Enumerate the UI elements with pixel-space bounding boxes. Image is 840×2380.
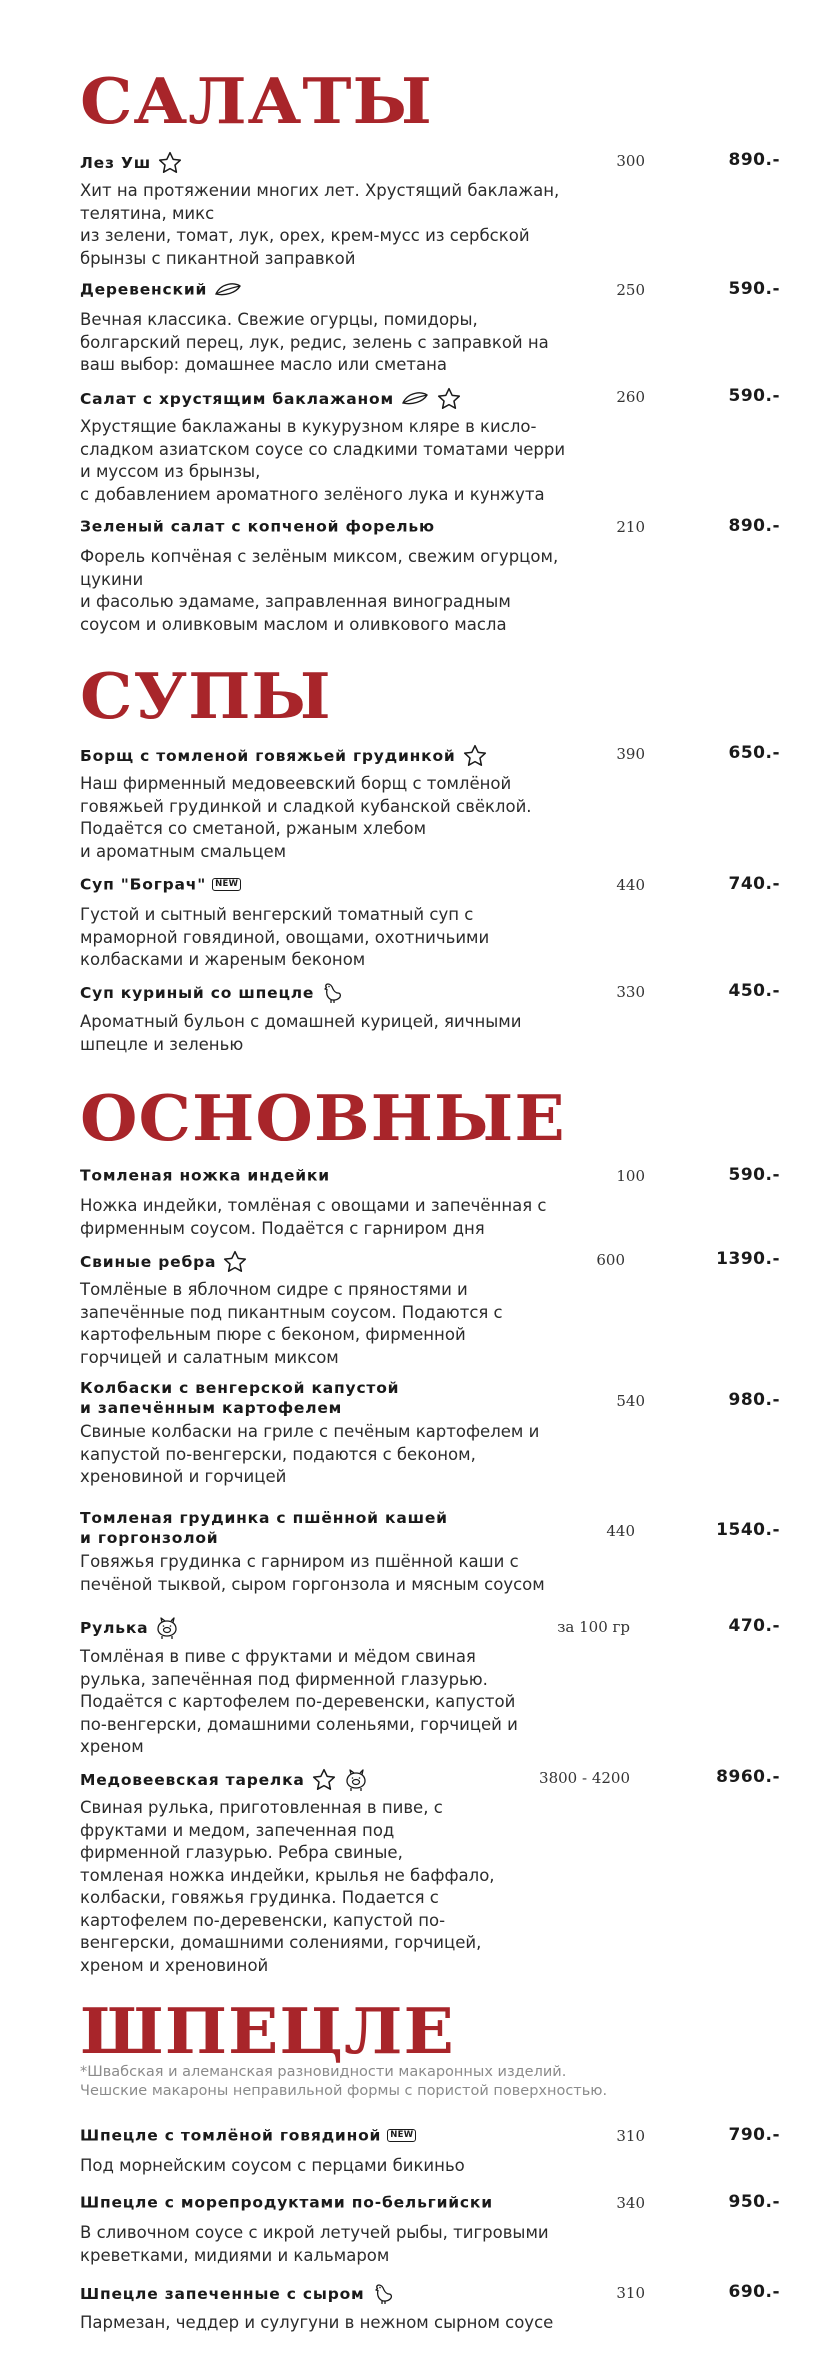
leaf-icon	[213, 280, 243, 300]
dish-price: 1390.-	[716, 1249, 780, 1269]
star-icon	[311, 1767, 337, 1793]
section-title-salads: САЛАТЫ	[80, 64, 433, 139]
dish-price: 790.-	[728, 2125, 780, 2145]
dish-salad-eggplant	[80, 386, 780, 506]
dish-name: Свиные ребра	[80, 1253, 217, 1271]
dish-price: 890.-	[728, 150, 780, 170]
dish-description: Вечная классика. Свежие огурцы, помидоры, болгарский перец, лук, редис, зелень с заправкой на ваш выбор: домашнее масло или сметана	[80, 310, 549, 374]
section-title-spaetzle: ШПЕЦЛЕ	[80, 1994, 455, 2069]
dish-name: Колбаски с венгерской капустой	[80, 1379, 400, 1397]
chicken-icon	[320, 981, 344, 1005]
dish-lez-ush	[80, 150, 780, 270]
dish-spaetzle-beef	[80, 2125, 780, 2178]
dish-weight: 250	[616, 281, 645, 299]
dish-price: 650.-	[728, 743, 780, 763]
dish-spaetzle-cheese	[80, 2282, 780, 2335]
dish-weight: 540	[616, 1392, 645, 1410]
dish-price: 590.-	[728, 279, 780, 299]
dish-turkey-leg	[80, 1165, 780, 1240]
dish-weight: 210	[616, 518, 645, 536]
dish-description: Пармезан, чеддер и сулугуни в нежном сырном соусе	[80, 2313, 554, 2332]
dish-borsch	[80, 743, 780, 863]
dish-name: Медовеевская тарелка	[80, 1771, 305, 1789]
dish-spaetzle-seafood	[80, 2192, 780, 2267]
dish-name: Шпецле с морепродуктами по-бельгийски	[80, 2193, 493, 2212]
dish-weight: 440	[616, 876, 645, 894]
dish-weight: 310	[616, 2127, 645, 2145]
dish-price: 890.-	[728, 516, 780, 536]
dish-weight: 260	[616, 388, 645, 406]
dish-name: Зеленый салат с копченой форелью	[80, 517, 435, 536]
dish-sausages	[80, 1378, 780, 1489]
dish-rulka	[80, 1616, 780, 1759]
dish-price: 450.-	[728, 981, 780, 1001]
section-title-mains: ОСНОВНЫЕ	[80, 1081, 566, 1156]
dish-price: 1540.-	[716, 1520, 780, 1540]
dish-name: Салат с хрустящим баклажаном	[80, 390, 394, 408]
dish-name: Суп "Бограч"	[80, 875, 207, 894]
dish-weight: 310	[616, 2284, 645, 2302]
dish-price: 740.-	[728, 874, 780, 894]
dish-description: Хит на протяжении многих лет. Хрустящий баклажан, телятина, микс из зелени, томат, лук, орех, крем-мусс из сербской брынзы с пикантной заправкой	[80, 181, 560, 268]
star-icon	[222, 1249, 248, 1275]
dish-weight: за 100 гр	[557, 1618, 630, 1636]
dish-description: Томлёные в яблочном сидре с пряностями и запечённые под пикантным соусом. Подаются с картофельным пюре с беконом, фирменной горчицей и салатным миксом	[80, 1280, 503, 1367]
section-note: *Швабская и алеманская разновидности макаронных изделий. Чешские макароны неправильной формы с пористой поверхностью.	[80, 2064, 608, 2099]
dish-description: Свиная рулька, приготовленная в пиве, с фруктами и медом, запеченная под фирменной глазурью. Ребра свиные, томленая ножка индейки, крылья не баффало, колбаски, говяжья грудинка. Подается с картофелем по-деревенски, капустой по- венгерски, домашними солениями, горчицей, хреном и хреновиной	[80, 1798, 495, 1975]
dish-weight: 3800 - 4200	[539, 1769, 630, 1787]
dish-salad-trout	[80, 516, 780, 636]
dish-weight: 390	[616, 745, 645, 763]
dish-derevenskiy	[80, 279, 780, 377]
dish-name: Шпецле с томлёной говядиной	[80, 2126, 382, 2145]
dish-description: Форель копчёная с зелёным миксом, свежим огурцом, цукини и фасолью эдамаме, заправленная виноградным соусом и оливковым маслом и оливкового масла	[80, 547, 559, 634]
dish-description: Свиные колбаски на гриле с печёным картофелем и капустой по-венгерски, подаются с беконом, хреновиной и горчицей	[80, 1422, 540, 1486]
dish-description: Хрустящие баклажаны в кукурузном кляре в кисло- сладком азиатском соусе со сладкими томатами черри и муссом из брынзы, с добавлением ароматного зелёного лука и кунжута	[80, 417, 566, 504]
pig-icon	[154, 1616, 180, 1640]
pig-icon	[343, 1768, 369, 1792]
dish-name: и запечённым картофелем	[80, 1399, 343, 1417]
dish-description: Томлёная в пиве с фруктами и мёдом свиная рулька, запечённая под фирменной глазурью. Подаётся с картофелем по-деревенски, капустой по-венгерски, домашними соленьями, горчицей и хреном	[80, 1647, 518, 1756]
dish-description: Говяжья грудинка с гарниром из пшённой каши с печёной тыквой, сыром горгонзола и мясным соусом	[80, 1552, 545, 1594]
dish-weight: 340	[616, 2194, 645, 2212]
dish-medoveevskaya-platter	[80, 1767, 780, 1977]
dish-description: В сливочном соусе с икрой летучей рыбы, тигровыми креветками, мидиями и кальмаром	[80, 2223, 549, 2265]
dish-price: 950.-	[728, 2192, 780, 2212]
dish-name: Деревенский	[80, 280, 208, 299]
dish-price: 470.-	[728, 1616, 780, 1636]
dish-price: 690.-	[728, 2282, 780, 2302]
chicken-icon	[371, 2282, 395, 2306]
dish-weight: 440	[606, 1522, 635, 1540]
dish-name: Суп куриный со шпецле	[80, 984, 315, 1002]
dish-description: Ароматный бульон с домашней курицей, яичными шпецле и зеленью	[80, 1012, 522, 1054]
new-badge: NEW	[212, 878, 241, 891]
star-icon	[157, 150, 183, 176]
dish-weight: 600	[596, 1251, 625, 1269]
dish-price: 8960.-	[716, 1767, 780, 1787]
dish-bograch	[80, 874, 780, 972]
leaf-icon	[400, 389, 430, 409]
star-icon	[436, 386, 462, 412]
dish-price: 980.-	[728, 1390, 780, 1410]
dish-price: 590.-	[728, 1165, 780, 1185]
dish-name: Лез Уш	[80, 154, 152, 172]
dish-name: Томленая грудинка с пшённой кашей	[80, 1509, 448, 1527]
dish-name: и горгонзолой	[80, 1529, 219, 1547]
section-title-soups: СУПЫ	[80, 659, 332, 734]
star-icon	[462, 743, 488, 769]
new-badge: NEW	[387, 2129, 416, 2142]
dish-description: Наш фирменный медовеевский борщ с томлёной говяжьей грудинкой и сладкой кубанской свёклой. Подаётся со сметаной, ржаным хлебом и ароматным смальцем	[80, 774, 532, 861]
dish-description: Под морнейским соусом с перцами бикиньо	[80, 2156, 465, 2175]
dish-weight: 100	[616, 1167, 645, 1185]
dish-weight: 330	[616, 983, 645, 1001]
dish-pork-ribs	[80, 1249, 780, 1369]
dish-description: Ножка индейки, томлёная с овощами и запечённая с фирменным соусом. Подаётся с гарниром дня	[80, 1196, 547, 1238]
dish-brisket	[80, 1508, 780, 1596]
dish-price: 590.-	[728, 386, 780, 406]
dish-name: Борщ с томленой говяжьей грудинкой	[80, 747, 456, 765]
dish-name: Томленая ножка индейки	[80, 1166, 330, 1185]
dish-description: Густой и сытный венгерский томатный суп с мраморной говядиной, овощами, охотничьими колбасками и жареным беконом	[80, 905, 490, 969]
dish-chicken-soup	[80, 981, 780, 1056]
dish-weight: 300	[616, 152, 645, 170]
dish-name: Рулька	[80, 1619, 149, 1637]
dish-name: Шпецле запеченные с сыром	[80, 2285, 365, 2303]
